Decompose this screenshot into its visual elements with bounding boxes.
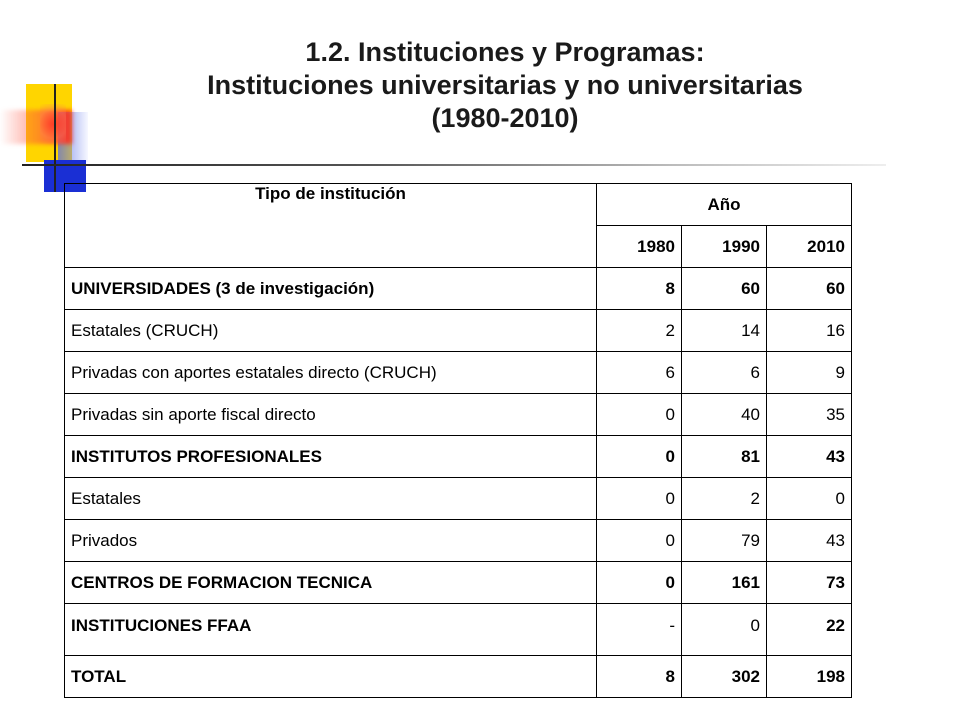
cell-1990: 81: [682, 436, 767, 478]
row-label: CENTROS DE FORMACION TECNICA: [65, 562, 597, 604]
table-row: [65, 436, 852, 478]
table-row-total: [65, 656, 852, 698]
cell-1990: 161: [682, 562, 767, 604]
table-row: [65, 268, 852, 310]
row-label: INSTITUCIONES FFAA: [65, 604, 597, 656]
row-label: Estatales: [65, 478, 597, 520]
cell-1980: 8: [597, 656, 682, 698]
cell-1980: 0: [597, 478, 682, 520]
title-underline: [22, 164, 886, 166]
cell-1990: 302: [682, 656, 767, 698]
header-tipo-institucion: Tipo de institución: [65, 184, 597, 268]
header-year-2010: 2010: [767, 226, 852, 268]
cell-2010: 0: [767, 478, 852, 520]
table-row: [65, 310, 852, 352]
title-line-2: Instituciones universitarias y no universitarias: [207, 70, 803, 100]
table-row: [65, 562, 852, 604]
cell-2010: 22: [767, 604, 852, 656]
cell-1990: 60: [682, 268, 767, 310]
cell-2010: 9: [767, 352, 852, 394]
cell-1980: 8: [597, 268, 682, 310]
cell-1990: 2: [682, 478, 767, 520]
cell-1980: 2: [597, 310, 682, 352]
header-year-1980: 1980: [597, 226, 682, 268]
row-label: UNIVERSIDADES (3 de investigación): [65, 268, 597, 310]
red-glow-core: [40, 104, 66, 144]
row-label: Privados: [65, 520, 597, 562]
cell-1990: 40: [682, 394, 767, 436]
row-label: Privadas con aportes estatales directo (CRUCH): [65, 352, 597, 394]
table-row: [65, 520, 852, 562]
cell-1980: 0: [597, 520, 682, 562]
table-header-row: [65, 184, 852, 226]
title-line-1: 1.2. Instituciones y Programas:: [305, 37, 705, 67]
cell-1990: 79: [682, 520, 767, 562]
cell-2010: 35: [767, 394, 852, 436]
table-row: [65, 352, 852, 394]
cell-1980: 0: [597, 436, 682, 478]
cell-2010: 60: [767, 268, 852, 310]
cell-1980: -: [597, 604, 682, 656]
table-row: [65, 604, 852, 656]
cell-2010: 73: [767, 562, 852, 604]
cell-1990: 14: [682, 310, 767, 352]
row-label: Privadas sin aporte fiscal directo: [65, 394, 597, 436]
row-label: Estatales (CRUCH): [65, 310, 597, 352]
row-label: INSTITUTOS PROFESIONALES: [65, 436, 597, 478]
table-row: [65, 394, 852, 436]
slide-title: [100, 36, 910, 135]
cell-2010: 43: [767, 520, 852, 562]
cell-1990: 6: [682, 352, 767, 394]
cell-1980: 0: [597, 562, 682, 604]
header-year-1990: 1990: [682, 226, 767, 268]
cell-2010: 198: [767, 656, 852, 698]
header-ano: Año: [597, 184, 852, 226]
vertical-divider-line: [54, 84, 56, 192]
table-row: [65, 478, 852, 520]
row-label: TOTAL: [65, 656, 597, 698]
cell-2010: 16: [767, 310, 852, 352]
institutions-table: [64, 183, 852, 698]
cell-1980: 6: [597, 352, 682, 394]
cell-1990: 0: [682, 604, 767, 656]
cell-1980: 0: [597, 394, 682, 436]
cell-2010: 43: [767, 436, 852, 478]
title-line-3: (1980-2010): [431, 103, 579, 133]
